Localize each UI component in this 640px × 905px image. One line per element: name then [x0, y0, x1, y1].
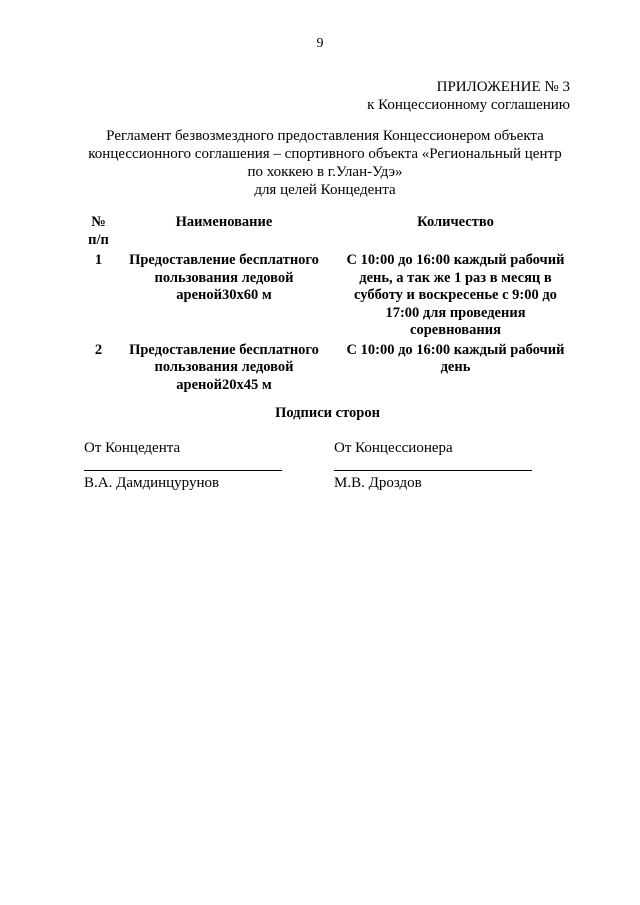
table-header-row [80, 214, 580, 252]
row-name-line: Предоставление бесплатного [129, 252, 319, 268]
row-name-line: пользования ледовой [154, 359, 294, 375]
row-name [117, 342, 331, 397]
header-number-line2: п/п [88, 231, 109, 248]
signatures-title: Подписи сторон [275, 405, 380, 421]
row-quantity-line: С 10:00 до 16:00 каждый рабочий [346, 341, 565, 358]
row-name [117, 252, 331, 342]
table-row [80, 342, 580, 397]
table-row [80, 252, 580, 342]
signature-party-right: От Концессионера [334, 440, 453, 456]
appendix-header [367, 78, 570, 114]
appendix-number: ПРИЛОЖЕНИЕ № 3 [436, 79, 570, 95]
schedule-table [80, 214, 580, 396]
signatory-name-right: М.В. Дроздов [334, 475, 422, 491]
row-quantity [331, 342, 580, 397]
title-line: по хоккею в г.Улан-Удэ» [247, 164, 403, 180]
row-quantity-line: С 10:00 до 16:00 каждый рабочий [346, 252, 565, 268]
title-line: Регламент безвозмездного предоставления Концессионером объекта [106, 128, 544, 144]
document-title [60, 127, 590, 199]
row-quantity [331, 252, 580, 342]
row-name-line: ареной30х60 м [176, 287, 272, 303]
row-quantity-line: субботу и воскресенье с 9:00 до [354, 287, 557, 303]
title-line: концессионного соглашения – спортивного объекта «Региональный центр [88, 146, 562, 162]
row-name-line: пользования ледовой [154, 269, 294, 286]
row-name-line: Предоставление бесплатного [129, 341, 319, 358]
appendix-reference: к Концессионному соглашению [367, 97, 570, 113]
signatory-name-left: В.А. Дамдинцурунов [84, 475, 220, 491]
row-name-line: ареной20х45 м [176, 376, 272, 393]
header-number-line1: № [91, 214, 106, 230]
row-number: 2 [94, 341, 103, 358]
signature-party-left: От Концедента [84, 440, 181, 456]
row-number: 1 [94, 252, 103, 268]
row-quantity-line: соревнования [410, 322, 501, 338]
header-name: Наименование [175, 214, 273, 230]
header-quantity: Количество [417, 214, 494, 230]
signature-line-left [84, 470, 282, 471]
page-number: 9 [316, 36, 324, 51]
title-line: для целей Концедента [254, 182, 396, 198]
row-quantity-line: 17:00 для проведения [385, 304, 526, 321]
row-quantity-line: день, а так же 1 раз в месяц в [359, 269, 552, 286]
header-number [80, 214, 117, 252]
row-quantity-line: день [440, 359, 471, 375]
signature-line-right [334, 470, 532, 471]
